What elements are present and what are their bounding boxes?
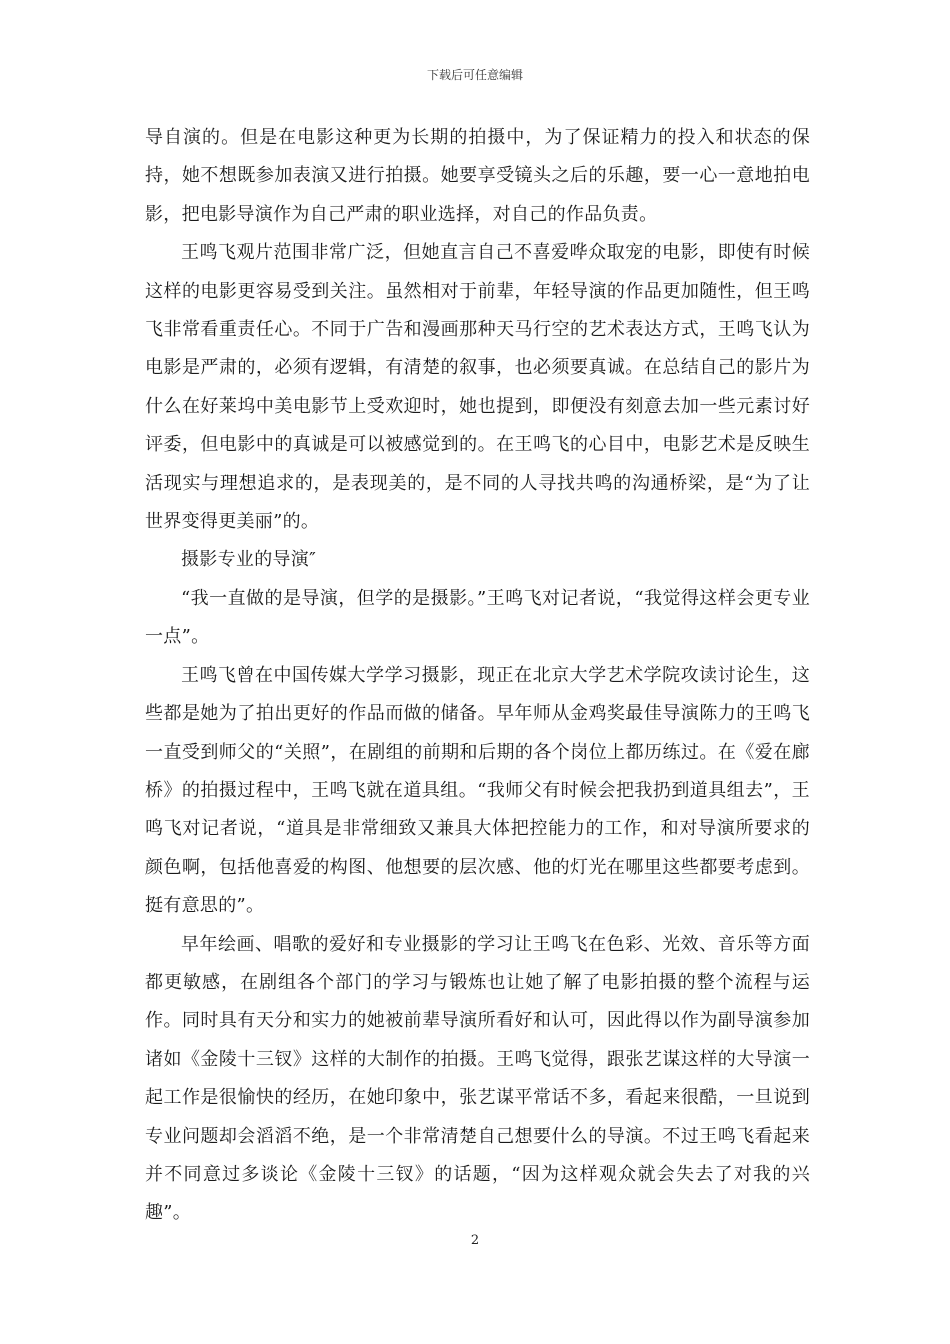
article-body	[145, 119, 810, 1233]
paragraph: “我一直做的是导演，但学的是摄影。”王鸣飞对记者说，“我觉得这样会更专业一点”。	[145, 587, 810, 648]
paragraph: 早年绘画、唱歌的爱好和专业摄影的学习让王鸣飞在色彩、光效、音乐等方面都更敏感，在剧组各个部门的学习与锻炼也让她了解了电影拍摄的整个流程与运作。同时具有天分和实力的她被前辈导演所看好和认可，因此得以作为副导演参加诸如《金陵十三钗》这样的大制作的拍摄。王鸣飞觉得，跟张艺谋这样的大导演一起工作是很愉快的经历，在她印象中，张艺谋平常话不多，看起来很酷，一旦说到专业问题却会滔滔不绝，是一个非常清楚自己想要什么的导演。不过王鸣飞看起来并不同意过多谈论《金陵十三钗》的话题，“因为这样观众就会失去了对我的兴趣”。	[145, 933, 810, 1224]
page-number: 2	[470, 1233, 480, 1248]
paragraph: 王鸣飞曾在中国传媒大学学习摄影，现正在北京大学艺术学院攻读讨论生，这些都是她为了拍出更好的作品而做的储备。早年师从金鸡奖最佳导演陈力的王鸣飞一直受到师父的“关照”，在剧组的前期和后期的各个岗位上都历练过。在《爱在廊桥》的拍摄过程中，王鸣飞就在道具组。“我师父有时候会把我扔到道具组去”，王鸣飞对记者说，“道具是非常细致又兼具大体把控能力的工作，和对导演所要求的颜色啊，包括他喜爱的构图、他想要的层次感、他的灯光在哪里这些都要考虑到。挺有意思的”。	[145, 664, 810, 917]
paragraph-continued: 导自演的。但是在电影这种更为长期的拍摄中，为了保证精力的投入和状态的保持，她不想既参加表演又进行拍摄。她要享受镜头之后的乐趣，要一心一意地拍电影，把电影导演作为自己严肃的职业选择，对自己的作品负责。	[145, 127, 810, 225]
paragraph: 王鸣飞观片范围非常广泛，但她直言自己不喜爱哗众取宠的电影，即使有时候这样的电影更容易受到关注。虽然相对于前辈，年轻导演的作品更加随性，但王鸣飞非常看重责任心。不同于广告和漫画那种天马行空的艺术表达方式，王鸣飞认为电影是严肃的，必须有逻辑，有清楚的叙事，也必须要真诚。在总结自己的影片为什么在好莱坞中美电影节上受欢迎时，她也提到，即便没有刻意去加一些元素讨好评委，但电影中的真诚是可以被感觉到的。在王鸣飞的心目中，电影艺术是反映生活现实与理想追求的，是表现美的，是不同的人寻找共鸣的沟通桥梁，是“为了让世界变得更美丽”的。	[145, 242, 810, 533]
page-header: 下载后可任意编辑	[426, 68, 523, 82]
section-subheading: 摄影专业的导演″	[181, 549, 317, 571]
